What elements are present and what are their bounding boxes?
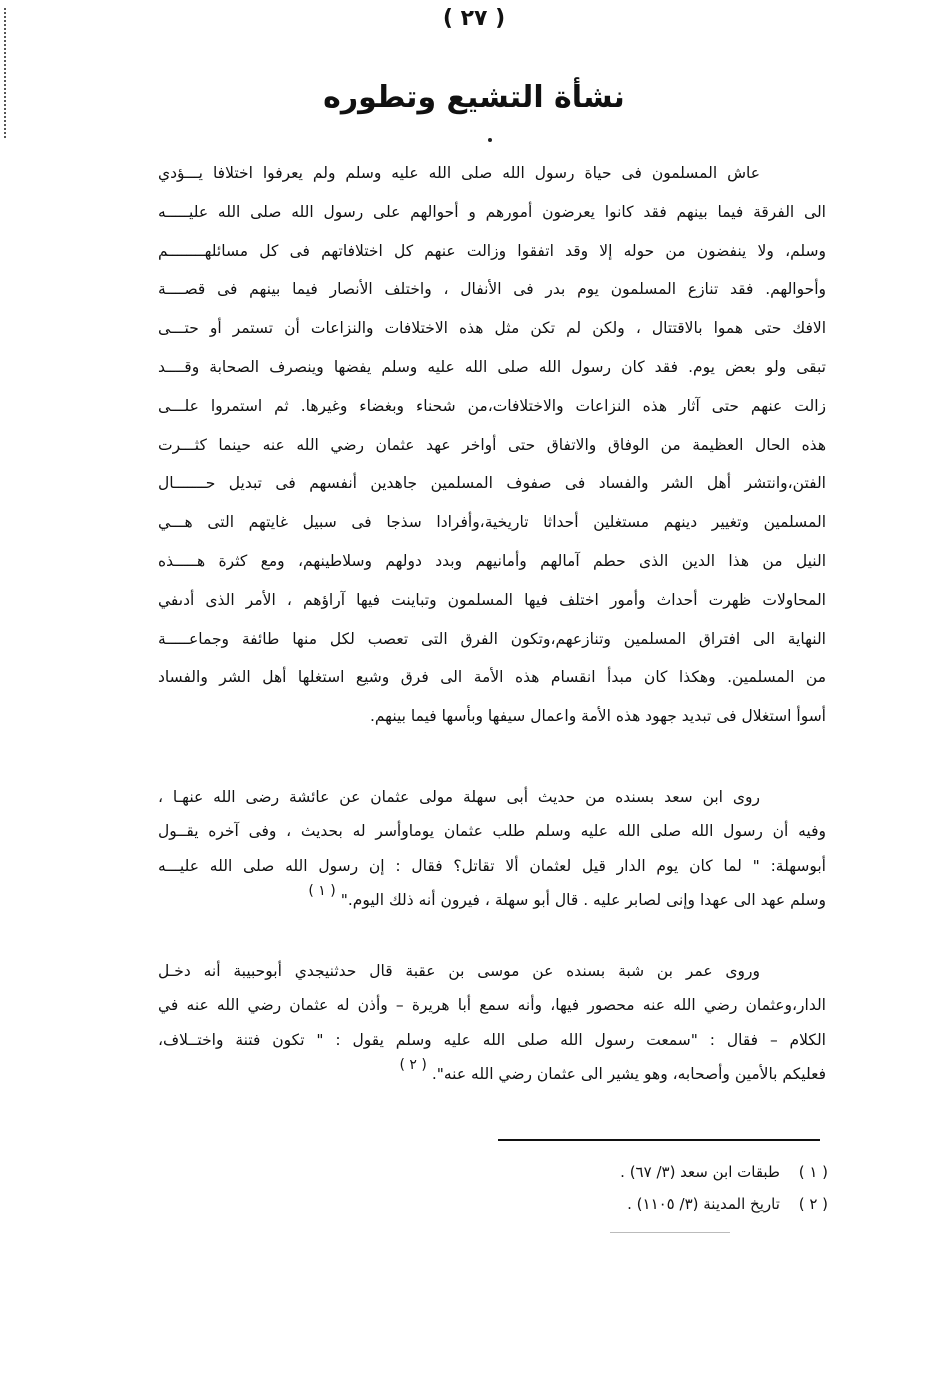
text-line: وأحوالهم. فقد تنازع المسلمون يوم بدر فى الأنفال ، واختلف الأنصار فيما بينهم فى قصــــة — [158, 280, 826, 299]
text-line: هذه الحال العظيمة من الوفاق والاتفاق حتى أواخر عهد عثمان رضي الله عنه حينما كثـــرت — [158, 435, 826, 454]
text-line: زالت عنهم حتى آثار هذه النزاعات والاختلافات،من شحناء وبغضاء وغيرها. ثم استمروا علـــى — [158, 396, 826, 415]
text-line: الى الفرقة فيما بينهم فقد كانوا يعرضون أمورهم و أحوالهم على رسول الله صلى الله عليـــــه — [158, 202, 826, 221]
footnote-divider — [498, 1139, 820, 1141]
footnote-item — [500, 1188, 828, 1220]
footnote-ref: ( ١ ) — [308, 882, 336, 899]
text-line: وسلم، ولا ينفضون من حوله إلا وقد اتفقوا وزالت عنهم كل اختلافاتهم فى كل مسائلهــــــــم — [158, 241, 826, 260]
text-line: الكلام – فقال : "سمعت رسول الله صلى الله عليه وسلم يقول : " تكون فتنة واختــلاف، — [158, 1030, 826, 1049]
text-line: الدار،وعثمان رضي الله عنه محصور فيها، وأنه سمع أبا هريرة – وأذن له عثمان رضي الله عنه في — [158, 996, 826, 1015]
text-line-content: وسلم عهد الى عهدا وإنى لصابر عليه . قال أبو سهلة ، فيرون أنه ذلك اليوم." — [340, 890, 826, 909]
text-line-content: فعليكم بالأمين وأصحابه، وهو يشير الى عثمان رضي الله عنه". — [431, 1064, 826, 1083]
footnotes — [500, 1156, 828, 1220]
text-line: المحاولات ظهرت أحداث وأمور اختلف فيها المسلمون وتباينت فيها آراؤهم ، الأمر الذى أدىفي — [158, 590, 826, 609]
footnote-item — [500, 1156, 828, 1188]
text-line: وروى عمر بن شبة بسنده عن موسى بن عقبة قال حدثنيجدي أبوحبيبة أنه دخـل — [158, 962, 760, 980]
text-line: روى ابن سعد بسنده من حديث أبى سهلة مولى عثمان عن عائشة رضى الله عنهـا ، — [158, 788, 760, 806]
paragraph-umar-ibn-shabba — [158, 954, 826, 1091]
footnote-ref: ( ٢ ) — [399, 1056, 427, 1073]
text-line — [158, 1057, 826, 1091]
text-line: الفتن،وانتشر أهل الشر والفساد فى صفوف المسلمين جاهدين أنفسهم فى تبديل حـــــــال — [158, 474, 826, 493]
text-line: أبوسهلة: " لما كان يوم الدار قيل لعثمان ألا تقاتل؟ فقال : إن رسول الله صلى الله عليـــه — [158, 856, 826, 875]
text-line: تبقى ولو بعض يوم. فقد كان رسول الله صلى الله عليه وسلم يفضها وينصرف الصحابة وقــــد — [158, 357, 826, 376]
text-line: عاش المسلمون فى حياة رسول الله صلى الله عليه وسلم ولم يعرفوا اختلافا يـــؤدي — [158, 164, 760, 182]
text-line — [158, 883, 826, 917]
paragraph-intro — [158, 154, 826, 736]
footnote-number: ( ٢ ) — [798, 1195, 828, 1213]
faint-scan-line — [610, 1232, 730, 1233]
text-line: النهاية الى افتراق المسلمين وتنازعهم،وتكون الفرق التى تعصب لكل منها طائفة وجماعـــــة — [158, 629, 826, 648]
footnote-text: طبقات ابن سعد (٣/ ٦٧) . — [620, 1163, 780, 1181]
text-line: من المسلمين. وهكذا كان مبدأ انقسام هذه الأمة الى فرق وشيع استغلها أهل الشر والفساد — [158, 668, 826, 687]
text-line: أسوأ استغلال فى تبديد جهود هذه الأمة واعمال سيفها وبأسها فيما بينهم. — [369, 707, 826, 726]
paragraph-ibn-saad — [158, 780, 826, 917]
footnote-text: تاريخ المدينة (٣/ ١١٠٥) . — [627, 1195, 780, 1213]
ornament-dot — [488, 138, 492, 142]
text-line: الافك حتى هموا بالاقتتال ، ولكن لم تكن مثل هذه الاختلافات والنزاعات أن تستمر أو حتـــى — [158, 319, 826, 338]
text-line: وفيه أن رسول الله صلى الله عليه وسلم طلب عثمان يوماوأسر له بحديث ، وفى آخره يقــول — [158, 822, 826, 841]
text-line: المسلمين وتغيير دينهم مستغلين أحداثا تاريخية،وأفرادا سذجا فى سبيل غايتهم التى هـــي — [158, 513, 826, 532]
page-number: ( ٢٧ ) — [442, 6, 506, 31]
text-line: النيل من هذا الدين الذى حطم آمالهم وأمانيهم وبدد دولهم وسلاطينهم، ومع كثرة هـــــذه — [158, 551, 826, 570]
page-title: نشأة التشيع وتطوره — [323, 80, 625, 115]
footnote-number: ( ١ ) — [798, 1163, 828, 1181]
